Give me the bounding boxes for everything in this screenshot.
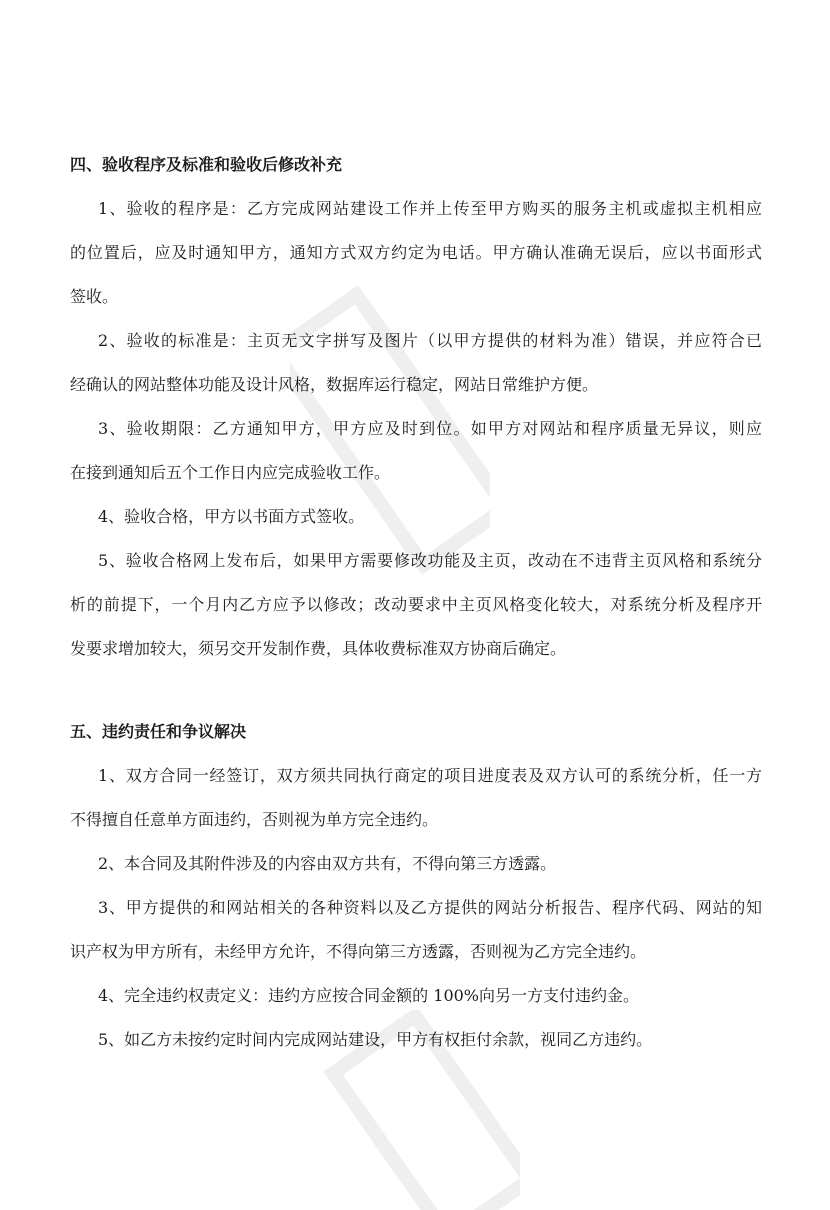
paragraph — [70, 842, 762, 886]
section-heading: 四、验收程序及标准和验收后修改补充 — [70, 155, 343, 174]
text-line: 的位置后，应及时通知甲方，通知方式双方约定为电话。甲方确认准确无误后，应以书面形式 — [70, 243, 762, 262]
text-line: 3、验收期限：乙方通知甲方，甲方应及时到位。如甲方对网站和程序质量无异议，则应 — [98, 419, 762, 438]
text-line: 3、甲方提供的和网站相关的各种资料以及乙方提供的网站分析报告、程序代码、网站的知 — [98, 898, 762, 917]
section-gap — [70, 671, 762, 710]
text-line: 4、验收合格，甲方以书面方式签收。 — [98, 507, 365, 526]
text-line: 不得擅自任意单方面违约，否则视为单方完全违约。 — [70, 810, 439, 829]
text-line: 经确认的网站整体功能及设计风格，数据库运行稳定，网站日常维护方便。 — [70, 375, 599, 394]
text-line: 2、验收的标准是：主页无文字拼写及图片（以甲方提供的材料为准）错误，并应符合已 — [98, 331, 762, 350]
paragraph — [70, 495, 762, 539]
text-line: 5、验收合格网上发布后，如果甲方需要修改功能及主页，改动在不违背主页风格和系统分 — [98, 551, 762, 570]
paragraph — [70, 539, 762, 671]
text-line: 在接到通知后五个工作日内应完成验收工作。 — [70, 463, 391, 482]
document-page — [70, 143, 762, 1062]
text-line: 1、验收的程序是：乙方完成网站建设工作并上传至甲方购买的服务主机或虚拟主机相应 — [98, 199, 762, 218]
paragraph — [70, 187, 762, 319]
text-line: 识产权为甲方所有，未经甲方允许，不得向第三方透露，否则视为乙方完全违约。 — [70, 942, 647, 961]
text-line: 发要求增加较大，须另交开发制作费，具体收费标准双方协商后确定。 — [70, 639, 567, 658]
section-heading: 五、违约责任和争议解决 — [70, 722, 247, 741]
paragraph — [70, 886, 762, 974]
text-line: 5、如乙方未按约定时间内完成网站建设，甲方有权拒付余款，视同乙方违约。 — [98, 1030, 653, 1049]
paragraph — [70, 407, 762, 495]
text-line: 析的前提下，一个月内乙方应予以修改；改动要求中主页风格变化较大，对系统分析及程序开 — [70, 595, 762, 614]
paragraph — [70, 1018, 762, 1062]
text-line: 2、本合同及其附件涉及的内容由双方共有，不得向第三方透露。 — [98, 854, 557, 873]
paragraph — [70, 754, 762, 842]
text-line: 1、双方合同一经签订，双方须共同执行商定的项目进度表及双方认可的系统分析，任一方 — [98, 766, 762, 785]
text-line: 4、完全违约权责定义：违约方应按合同金额的 100%向另一方支付违约金。 — [98, 986, 640, 1005]
paragraph — [70, 319, 762, 407]
paragraph — [70, 974, 762, 1018]
text-line: 签收。 — [70, 287, 119, 306]
